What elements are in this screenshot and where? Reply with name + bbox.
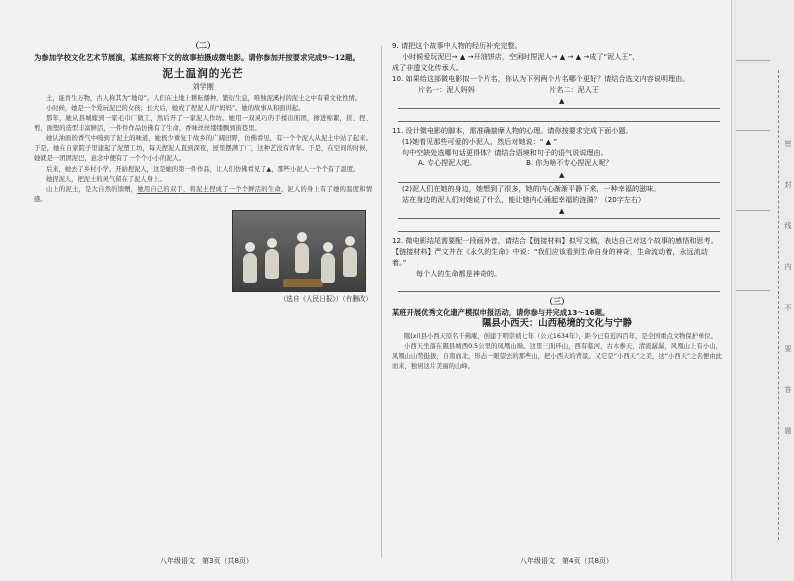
section-two-instruction: 为参加学校文化艺术节展演，某班拟将下文的故事拍摄成微电影。请你参加并按要求完成9～12题。	[34, 52, 360, 62]
paragraph-4: 她认油面的香气中嗅到了泥土的味道，她极少重复于故乡的广阔田野，仿佛看见，有一个个泥人从泥土中站了起来。于是，她在自家院子里建起了泥塑工坊，每天捏泥人直到深夜，屋里摆满了厂，这种艺没有青年。于是，在空间的时候，她就是一团团泥巴，意念中便有了一个个小小的泥人。	[34, 135, 372, 163]
option-a[interactable]: A. 专心捏泥人吧。	[418, 159, 477, 167]
triangle-marker-icon: ▲	[559, 171, 565, 179]
binding-char: 不	[784, 304, 792, 312]
figurine-shape	[243, 253, 257, 283]
article-author: 刘学刚	[192, 81, 214, 91]
figurine-shape	[295, 243, 309, 273]
answer-line[interactable]	[398, 279, 720, 292]
question-11-part2: (2)泥人们在她的身边，她想到了很多，她的内心渐渐平静下来，一种幸福的滋味。	[402, 184, 661, 193]
section-three-paragraph-2: 小西天坐落在隰县城西0.5公里的凤凰山巅。这里三面环山，西有临河，古木参天，清流潺潺，风凰山上有小山，凤凰山山势挺拔，自南而北，形态一眼望去的那些山，把小西天的背景。又它是“小西天”之美，这“小西天”之名便由此而来，独居这片美丽的山峰。	[392, 343, 722, 371]
figurine-shape	[265, 249, 279, 279]
answer-line[interactable]	[398, 169, 720, 183]
question-12-starter: 每个人的生命都是神奇的。	[416, 269, 502, 278]
answer-line[interactable]	[398, 205, 720, 219]
binding-char: 题	[784, 427, 792, 435]
paragraph-7	[34, 185, 372, 205]
clay-figurines-photo	[232, 210, 366, 292]
footer-page-4: 八年级语文 第4页（共8页）	[520, 557, 613, 565]
binding-char: 要	[784, 345, 792, 353]
section-three-instruction: 某班开展优秀文化遗产模拟申报活动，请你参与并完成13～16题。	[392, 307, 610, 317]
left-column	[34, 40, 372, 304]
binding-char: 内	[784, 263, 792, 271]
paragraph-2: 小时候，她是一个爱玩泥巴的女孩；长大后，她成了捏泥人的“妈妈”。她的故事从和面讲起。	[45, 105, 305, 113]
footer-page-3: 八年级语文 第3页（共8页）	[160, 557, 253, 565]
binding-margin	[731, 0, 794, 581]
article-source: （选自《人民日报》）（有删改）	[279, 294, 372, 303]
title-option-2: 片名二：泥人王	[549, 85, 599, 94]
question-9: 9. 请把这个故事中人物的经历补充完整。	[392, 41, 522, 50]
figurine-shape	[321, 253, 335, 283]
triangle-marker-icon: ▲	[559, 97, 565, 105]
photo-table-shape	[283, 279, 323, 287]
section-two-heading: （二）	[191, 40, 215, 50]
binding-char: 封	[784, 181, 792, 189]
section-three-paragraph-1: 隰(xí)县小西天原名千佛庵，创建于明崇祯七年（公元1634年），距今已有近四百年，是全国重点文物保护单位。	[403, 333, 717, 341]
paragraph-7-text-b: ，泥人的身上有了她的温度和情感。	[34, 185, 373, 203]
question-10-options	[392, 84, 722, 95]
paragraph-3: 那年，她从县城嫁到一家毛巾厂做工，然后开了一家泥人作坊。她用一双灵巧的手揉出面团，掺进棉絮，搓、捏、剪，面塑的造型丰富鲜活，一件件作品仿佛有了生命，香味丝丝缕缕飘到街巷里。	[34, 115, 372, 133]
question-9-flow: 小时候爱玩泥巴→ ▲ →开油饼店，空闲时捏泥人→ ▲ → ▲ →成了“泥人王”，	[402, 52, 640, 61]
answer-line[interactable]	[398, 95, 720, 109]
binding-rule	[736, 60, 770, 62]
binding-char: 答	[784, 386, 792, 394]
binding-rule	[736, 130, 770, 132]
right-column	[392, 40, 722, 372]
title-option-1: 片名一：泥人妈妈	[418, 85, 475, 94]
question-11-options	[392, 158, 722, 169]
question-12: 12. 微电影结尾需要配一段画外音，请结合【链接材料】拟写文稿，表达自己对这个故事的感悟和思考。	[392, 236, 718, 245]
paragraph-5-text-b: ，那些小泥人一个个有了温度。	[271, 165, 360, 173]
question-11: 11. 设计微电影的脚本，需准确揣摩人物的心理。请你按要求完成下面小题。	[392, 126, 633, 135]
article-title: 泥土温润的光芒	[162, 68, 244, 80]
binding-dashed-line	[778, 70, 779, 540]
question-11-part2-tail: 站在身边的泥人们对她说了什么，能让她内心涌起幸福的涟漪？（20字左右）	[402, 195, 646, 204]
question-10: 10. 如果给这部微电影拟一个片名，你认为下列两个片名哪个更好？请结合选文内容说明理由。	[392, 74, 690, 83]
paragraph-6: 她捏泥人，把泥土的灵气留在了泥人身上。	[45, 175, 166, 183]
section-three-title: 隰县小西天：山西秘境的文化与宁静	[481, 317, 632, 329]
figurine-shape	[343, 247, 357, 277]
paragraph-5	[34, 165, 372, 175]
binding-notice	[782, 140, 794, 468]
question-9-blank-marker: ▲	[266, 165, 272, 173]
answer-line[interactable]	[398, 109, 720, 122]
binding-char: 密	[784, 140, 792, 148]
answer-line[interactable]	[398, 219, 720, 232]
question-11-part1: (1)她看见那些可爱的小泥人，然后对她说：“ ▲ ”	[402, 137, 558, 146]
paragraph-with-photo	[34, 206, 372, 290]
paragraph-7-text-a: 山上的泥土，是大自然的馈赠，	[45, 185, 138, 193]
paragraph-5-text-a: 后来，她去了乡村小学，开始捏泥人，这是她的第一件作品，让人们仿佛看见了	[45, 165, 267, 173]
option-b[interactable]: B. 你为啥不专心捏泥人呢？	[526, 159, 613, 167]
link-material: 【链接材料】严文井在《永久的生命》中说：“我们应该看到生命自身的神奇，生命流动着，永远流动着。”	[392, 247, 708, 267]
section-three-heading: （三）	[545, 296, 569, 306]
question-11-part1-instruction: 句中空缺处选哪句话更得体？请结合语境和句子的语气说说理由。	[402, 148, 608, 157]
binding-char: 线	[784, 222, 792, 230]
paragraph-1: 土，能育生万物，古人称其为“地母”。人们在土地上耕耘播种、繁衍生息，唯独泥溪村的泥土之中有着文化性情。	[45, 95, 362, 103]
column-divider	[381, 46, 382, 558]
paragraph-7-underlined: 她用自己的双手，将泥土捏成了一个个鲜活的生命	[137, 185, 281, 193]
binding-rule	[736, 290, 770, 292]
binding-rule	[736, 210, 770, 212]
triangle-marker-icon: ▲	[559, 207, 565, 215]
question-9-tail: 成了非遗文化传承人。	[392, 63, 463, 72]
